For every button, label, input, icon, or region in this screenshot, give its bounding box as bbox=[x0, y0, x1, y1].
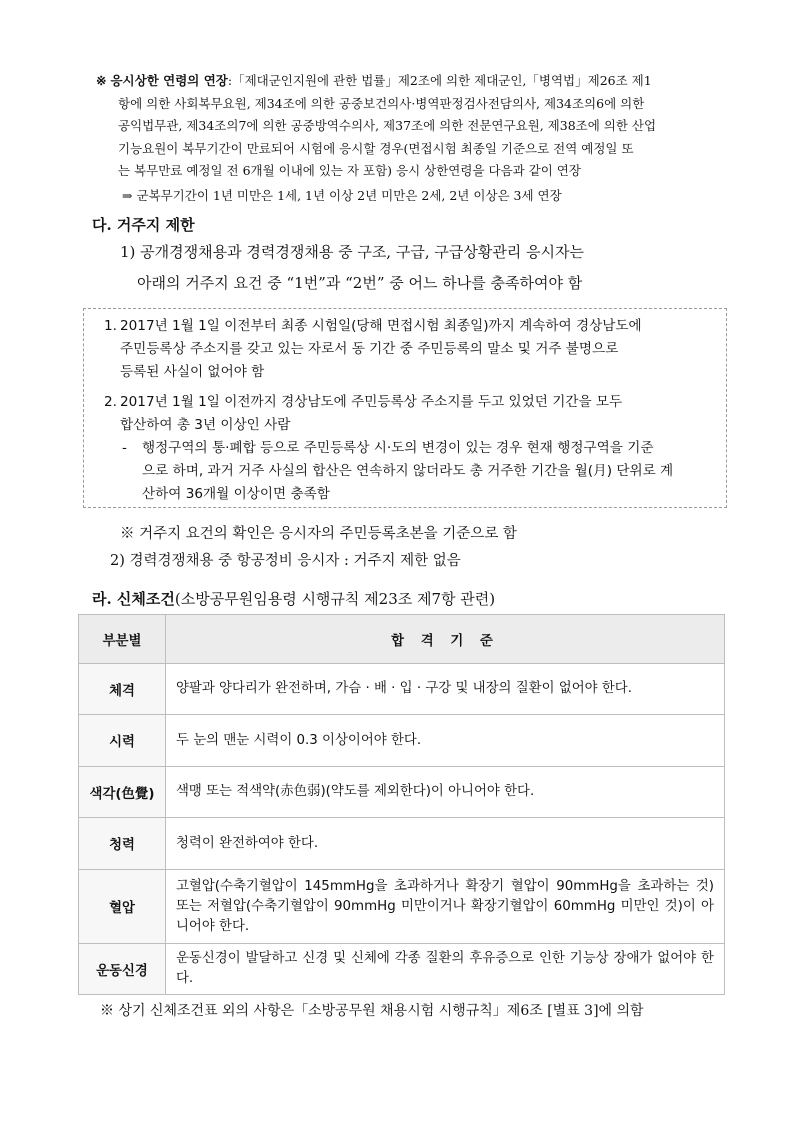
table-row bbox=[79, 767, 725, 818]
table-header-row bbox=[79, 615, 725, 664]
age-note-line-4: 기능요원이 복무기간이 만료되어 시험에 응시할 경우(면접시험 최종일 기준으로 전역 예정일 또 bbox=[118, 140, 634, 156]
physical-footnote: ※ 상기 신체조건표 외의 사항은「소방공무원 채용시험 시행규칙」제6조 [별표 3]에 의함 bbox=[100, 1003, 644, 1019]
row-label: 색각(色覺) bbox=[79, 767, 166, 818]
row-label: 체격 bbox=[79, 664, 166, 715]
row-label: 시력 bbox=[79, 715, 166, 767]
residence-para-1: 1) 공개경쟁채용과 경력경쟁채용 중 구조, 구급, 구급상황관리 응시자는 bbox=[120, 243, 585, 261]
row-criteria: 두 눈의 맨눈 시력이 0.3 이상이어야 한다. bbox=[166, 715, 725, 767]
table-row bbox=[79, 944, 725, 995]
age-note-line-1: ※ 응시상한 연령의 연장:「제대군인지원에 관한 법률」제2조에 의한 제대군인,「병역법」제26조 제1 bbox=[96, 73, 652, 88]
row-criteria: 양팔과 양다리가 완전하며, 가슴 · 배 · 입 · 구강 및 내장의 질환이 없어야 한다. bbox=[166, 664, 725, 715]
physical-conditions-table bbox=[78, 614, 725, 995]
residence-para-2: 2) 경력경쟁채용 중 항공정비 응시자 : 거주지 제한 없음 bbox=[110, 553, 461, 569]
age-note-line-3: 공익법무관, 제34조의7에 의한 공중방역수의사, 제37조에 의한 전문연구요원, 제38조에 의한 산업 bbox=[118, 118, 657, 133]
residence-heading: 다. 거주지 제한 bbox=[92, 216, 195, 234]
row-criteria: 청력이 완전하여야 한다. bbox=[166, 818, 725, 870]
residence-requirements-box bbox=[83, 308, 727, 508]
reference-mark: ※ bbox=[96, 73, 107, 88]
column-header-category: 부분별 bbox=[79, 615, 166, 664]
residence-item-2: 2. 2017년 1월 1일 이전까지 경상남도에 주민등록상 주소지를 두고 있었던 기간을 모두 합산하여 총 3년 이상인 사람 bbox=[104, 394, 623, 433]
table-row bbox=[79, 715, 725, 767]
age-note-line-2: 항에 의한 사회복무요원, 제34조에 의한 공중보건의사·병역판정검사전담의사, 제34조의6에 의한 bbox=[118, 95, 645, 111]
residence-item-2-detail: - 행정구역의 통·폐합 등으로 주민등록상 시·도의 변경이 있는 경우 현재 행정구역을 기준 으로 하며, 과거 거주 사실의 합산은 연속하지 않더라도 총 거주한 기간을 월(月) 단위로 계 산하여 36개월 이상이면 충족함 bbox=[122, 440, 674, 502]
age-note-lead: 응시상한 연령의 연장 bbox=[110, 73, 228, 88]
age-note-line-5: 는 복무만료 예정일 전 6개월 이내에 있는 자 포함) 응시 상한연령을 다음과 같이 연장 bbox=[118, 163, 581, 178]
residence-note: ※ 거주지 요건의 확인은 응시자의 주민등록초본을 기준으로 함 bbox=[120, 526, 517, 542]
row-criteria: 색맹 또는 적색약(赤色弱)(약도를 제외한다)이 아니어야 한다. bbox=[166, 767, 725, 818]
table-row bbox=[79, 870, 725, 944]
age-extension-note bbox=[96, 70, 726, 183]
residence-para-1-cont: 아래의 거주지 요건 중 “1번”과 “2번” 중 어느 하나를 충족하여야 함 bbox=[137, 274, 583, 292]
row-criteria: 고혈압(수축기혈압이 145mmHg을 초과하거나 확장기 혈압이 90mmHg을 초과하는 것) 또는 저혈압(수축기혈압이 90mmHg 미만이거나 확장기혈압이 60mmHg 미만인 것)이 아니어야 한다. bbox=[166, 870, 725, 944]
column-header-criteria: 합 격 기 준 bbox=[166, 615, 725, 664]
table-row bbox=[79, 664, 725, 715]
row-criteria: 운동신경이 발달하고 신경 및 신체에 각종 질환의 후유증으로 인한 기능상 장애가 없어야 한다. bbox=[166, 944, 725, 995]
table-row bbox=[79, 818, 725, 870]
physical-heading: 라. 신체조건(소방공무원임용령 시행규칙 제23조 제7항 관련) bbox=[92, 590, 496, 608]
military-extension-rule: ⇒ 군복무기간이 1년 미만은 1세, 1년 이상 2년 미만은 2세, 2년 이상은 3세 연장 bbox=[122, 188, 562, 203]
residence-item-1: 1. 2017년 1월 1일 이전부터 최종 시험일(당해 면접시험 최종일)까지 계속하여 경상남도에 주민등록상 주소지를 갖고 있는 자로서 동 기간 중 주민등록의 말소 및 거주 불명으로 등록된 사실이 없어야 함 bbox=[104, 318, 642, 380]
row-label: 청력 bbox=[79, 818, 166, 870]
row-label: 운동신경 bbox=[79, 944, 166, 995]
row-label: 혈압 bbox=[79, 870, 166, 944]
